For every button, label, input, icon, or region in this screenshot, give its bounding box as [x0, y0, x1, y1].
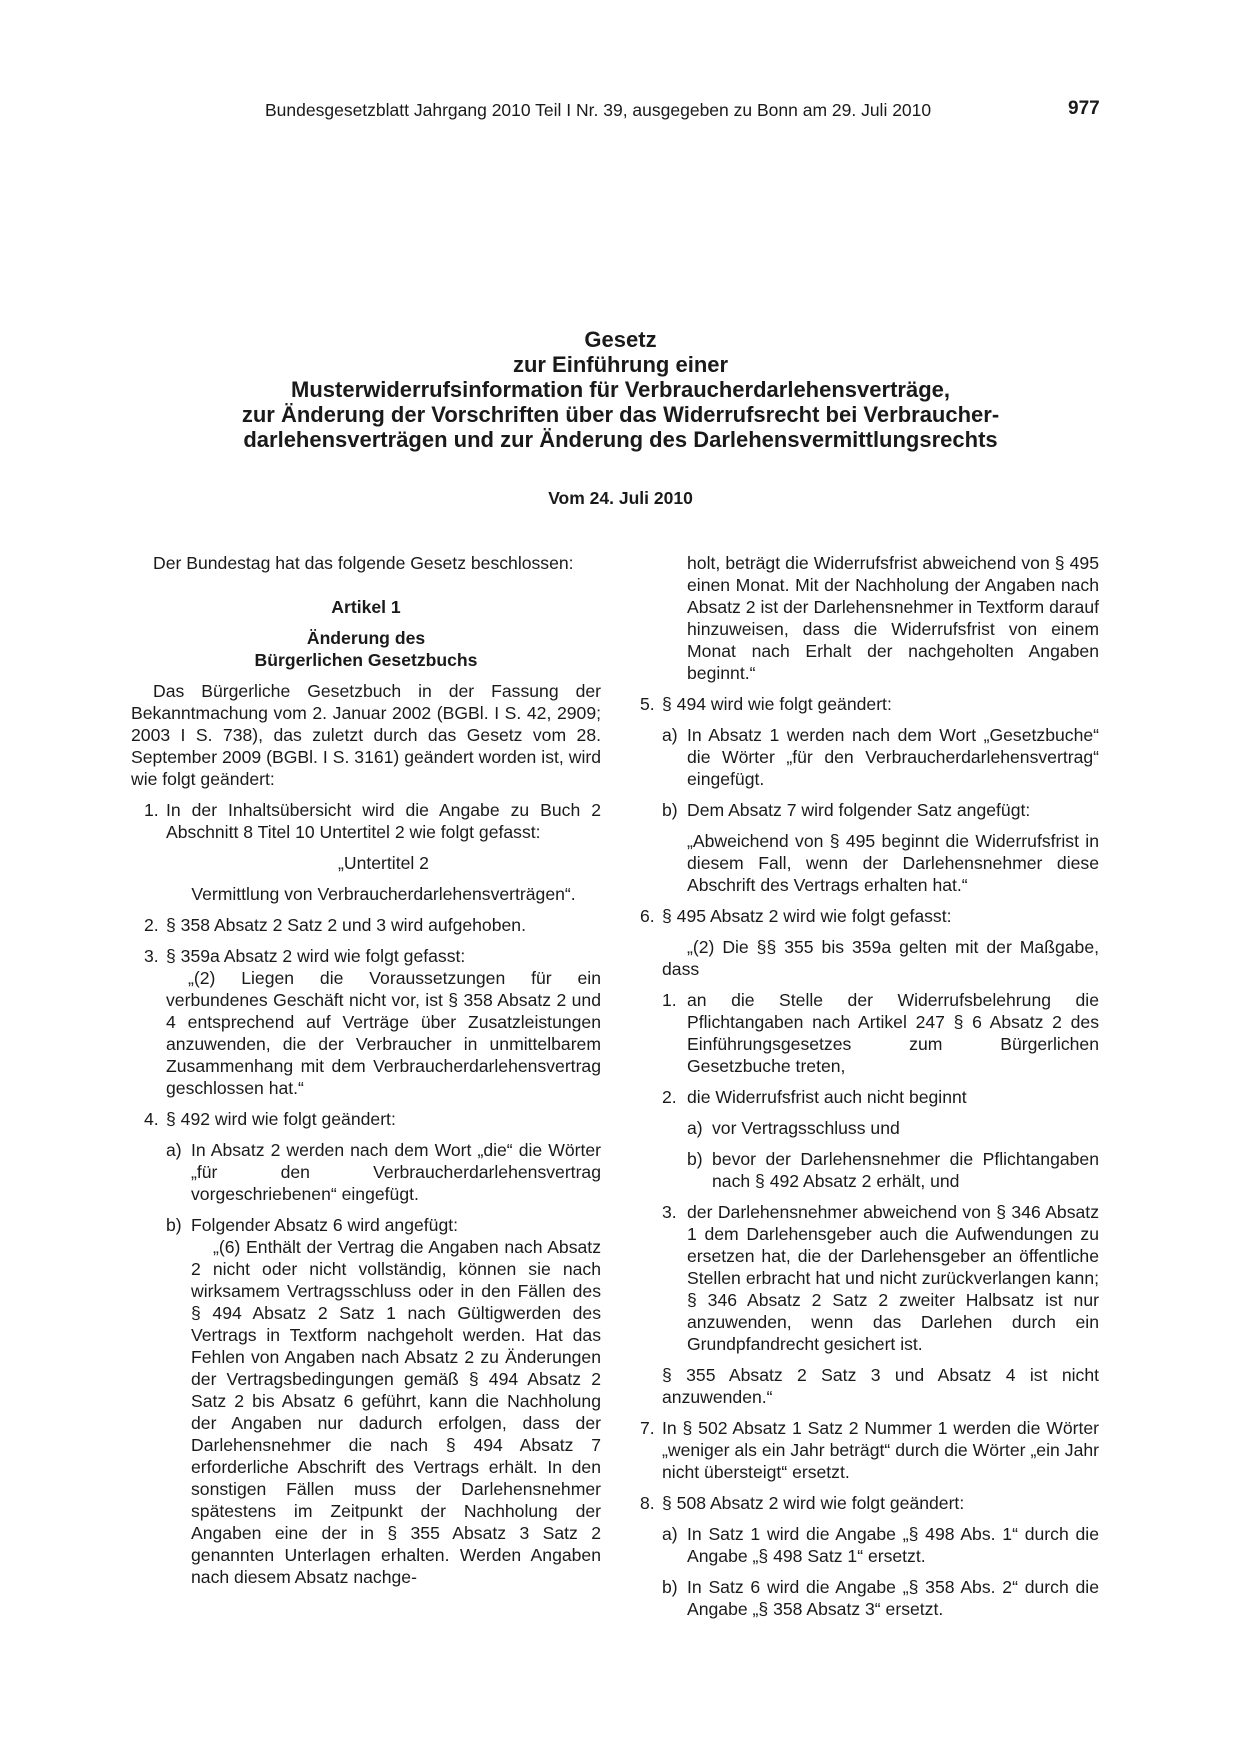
item-text: Folgender Absatz 6 wird angefügt: [191, 1215, 459, 1235]
sub-item [640, 799, 1099, 821]
item-letter: b) [166, 1215, 182, 1235]
list-item [640, 905, 1099, 927]
list-item [131, 945, 601, 967]
item-text: § 492 wird wie folgt geändert: [166, 1109, 396, 1129]
quote-paragraph: „(2) Die §§ 355 bis 359a gelten mit der Maßgabe, dass [662, 937, 1099, 979]
item-text: Dem Absatz 7 wird folgender Satz angefügt: [687, 800, 1031, 820]
sub-sub-item [640, 1148, 1099, 1192]
list-item [131, 799, 601, 843]
item-text: der Darlehensnehmer abweichend von § 346 Absatz 1 dem Darlehensgeber auch die Aufwendungen zu ersetzen hat, die der Darlehensgeber an öffentliche Stellen erbracht hat und nicht zurückverlangen kann; § 346 Absatz 2 Satz 2 zweiter Halbsatz ist nur anzuwenden, wenn das Darlehen durch ein Grundpfandrecht gesichert ist. [687, 1202, 1099, 1354]
item-text: an die Stelle der Widerrufsbelehrung die Pflichtangaben nach Artikel 247 § 6 Absatz 2 des Einführungsgesetzes zum Bürgerlichen Gesetzbuche treten, [687, 990, 1099, 1076]
item-text: In Satz 1 wird die Angabe „§ 498 Abs. 1“ durch die Angabe „§ 498 Satz 1“ ersetzt. [687, 1524, 1099, 1566]
list-item [131, 1108, 601, 1130]
item-letter: b) [687, 1149, 703, 1169]
sub-sub-item [640, 1117, 1099, 1139]
item-letter: a) [662, 1524, 678, 1544]
item-letter: b) [662, 800, 678, 820]
continued-quote: holt, beträgt die Widerrufsfrist abweichend von § 495 einen Monat. Mit der Nachholung der Angaben nach Absatz 2 ist der Darlehensnehmer in Textform darauf hinzuweisen, dass die Widerrufsfrist von einem Monat nach Erhalt der nachgeholten Angaben beginnt.“ [687, 553, 1099, 683]
item-letter: a) [166, 1140, 182, 1160]
sub-item [131, 1139, 601, 1205]
quote-paragraph: § 355 Absatz 2 Satz 3 und Absatz 4 ist nicht anzuwenden.“ [662, 1365, 1099, 1407]
item-text: § 358 Absatz 2 Satz 2 und 3 wird aufgehoben. [166, 915, 526, 935]
item-text: bevor der Darlehensnehmer die Pflichtangaben nach § 492 Absatz 2 erhält, und [712, 1149, 1099, 1191]
item-text: § 508 Absatz 2 wird wie folgt geändert: [662, 1493, 965, 1513]
quote-paragraph: „Abweichend von § 495 beginnt die Widerrufsfrist in diesem Fall, wenn der Darlehensnehmer diese Abschrift des Vertrags erhalten hat.“ [687, 831, 1099, 895]
item-number: 1. [662, 990, 677, 1010]
law-date: Vom 24. Juli 2010 [548, 488, 693, 508]
page-number: 977 [1068, 98, 1100, 119]
item-number: 1. [144, 800, 159, 820]
item-letter: a) [662, 725, 678, 745]
artikel-title-line: Bürgerlichen Gesetzbuchs [254, 650, 478, 670]
title-line: zur Einführung einer [512, 352, 729, 377]
item-number: 3. [662, 1202, 677, 1222]
quote-paragraph: „(6) Enthält der Vertrag die Angaben nach Absatz 2 nicht oder nicht vollständig, können sie nach wirksamem Vertragsschluss oder in den Fällen des § 494 Absatz 2 Satz 1 nach Gültigwerden des Vertrags in Textform nachgeholt werden. Hat das Fehlen von Angaben nach Absatz 2 zu Änderungen der Vertragsbedingungen gemäß § 494 Absatz 2 Satz 2 bis Absatz 6 geführt, kann die Nachholung der Angaben nur dadurch erfolgen, dass der Darlehensnehmer die nach § 494 Absatz 7 erforderliche Abschrift des Vertrags erhält. In den sonstigen Fällen muss der Darlehensnehmer spätestens im Zeitpunkt der Nachholung der Angaben eine der in § 355 Absatz 3 Satz 2 genannten Unterlagen erhalten. Werden Angaben nach diesem Absatz nachge- [191, 1237, 601, 1587]
quote-paragraph: „(2) Liegen die Voraussetzungen für ein verbundenes Geschäft nicht vor, ist § 358 Absatz 2 und 4 entsprechend auf Verträge über Zusatzleistungen anzuwenden, die der Verbraucher in unmittelbarem Zusammenhang mit dem Verbraucherdarlehensvertrag geschlossen hat.“ [166, 968, 601, 1098]
item-number: 4. [144, 1109, 159, 1129]
item-text: § 495 Absatz 2 wird wie folgt gefasst: [662, 906, 952, 926]
quote-line: „Untertitel 2 [338, 853, 429, 873]
title-line: Musterwiderrufsinformation für Verbraucherdarlehensverträge, [291, 377, 950, 402]
sub-item [640, 1576, 1099, 1620]
sub-item [640, 989, 1099, 1077]
item-number: 2. [662, 1087, 677, 1107]
item-text: In Satz 6 wird die Angabe „§ 358 Abs. 2“ durch die Angabe „§ 358 Absatz 3“ ersetzt. [687, 1577, 1099, 1619]
item-number: 6. [640, 906, 655, 926]
lead-paragraph: Das Bürgerliche Gesetzbuch in der Fassung der Bekanntmachung vom 2. Januar 2002 (BGBl. I S. 42, 2909; 2003 I S. 738), das zuletzt durch das Gesetz vom 28. September 2009 (BGBl. I S. 3161) geändert worden ist, wird wie folgt geändert: [131, 681, 601, 789]
list-item [640, 1417, 1099, 1483]
item-number: 3. [144, 946, 159, 966]
item-letter: b) [662, 1577, 678, 1597]
sub-item [640, 1523, 1099, 1567]
item-text: § 359a Absatz 2 wird wie folgt gefasst: [166, 946, 466, 966]
item-text: In § 502 Absatz 1 Satz 2 Nummer 1 werden die Wörter „weniger als ein Jahr beträgt“ durch die Wörter „ein Jahr nicht übersteigt“ ersetzt. [662, 1418, 1099, 1482]
page-header [0, 100, 1241, 124]
item-number: 2. [144, 915, 159, 935]
intro-paragraph: Der Bundestag hat das folgende Gesetz beschlossen: [153, 553, 574, 573]
item-letter: a) [687, 1118, 703, 1138]
item-text: In der Inhaltsübersicht wird die Angabe zu Buch 2 Abschnitt 8 Titel 10 Untertitel 2 wie folgt gefasst: [166, 800, 601, 842]
sub-item [640, 1201, 1099, 1355]
sub-item [640, 724, 1099, 790]
item-text: § 494 wird wie folgt geändert: [662, 694, 892, 714]
title-line: Gesetz [584, 327, 657, 352]
item-number: 8. [640, 1493, 655, 1513]
list-item [131, 914, 601, 936]
item-number: 7. [640, 1418, 655, 1438]
title-line: zur Änderung der Vorschriften über das Widerrufsrecht bei Verbraucher- [241, 402, 1000, 427]
running-head: Bundesgesetzblatt Jahrgang 2010 Teil I Nr. 39, ausgegeben zu Bonn am 29. Juli 2010 [265, 100, 932, 120]
artikel-heading: Artikel 1 [331, 597, 401, 617]
right-column [640, 552, 1099, 1620]
item-text: vor Vertragsschluss und [712, 1118, 900, 1138]
sub-item [640, 1086, 1099, 1108]
title-line: darlehensverträgen und zur Änderung des Darlehensvermittlungsrechts [243, 427, 998, 452]
quote-line: Vermittlung von Verbraucherdarlehensverträgen“. [191, 884, 576, 904]
left-column [131, 552, 601, 1588]
law-title [0, 327, 1241, 452]
item-number: 5. [640, 694, 655, 714]
list-item [640, 693, 1099, 715]
item-text: In Absatz 1 werden nach dem Wort „Gesetzbuche“ die Wörter „für den Verbraucherdarlehensvertrag“ eingefügt. [687, 725, 1099, 789]
item-text: die Widerrufsfrist auch nicht beginnt [687, 1087, 967, 1107]
artikel-title-line: Änderung des [306, 628, 426, 648]
sub-item [131, 1214, 601, 1236]
list-item [640, 1492, 1099, 1514]
item-text: In Absatz 2 werden nach dem Wort „die“ die Wörter „für den Verbraucherdarlehensvertrag vorgeschriebenen“ eingefügt. [191, 1140, 601, 1204]
